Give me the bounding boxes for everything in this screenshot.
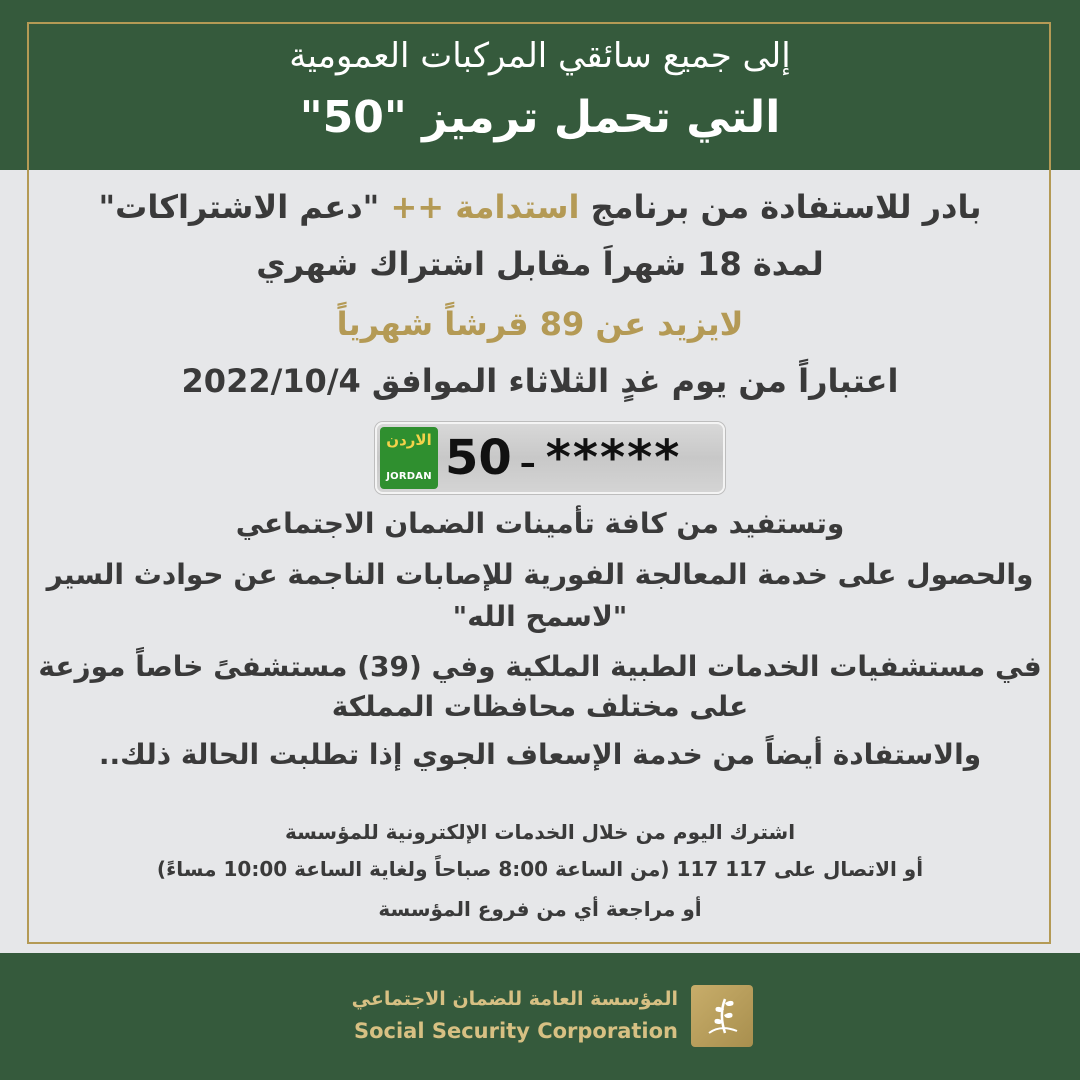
plate-number (445, 428, 715, 488)
start-date-line: اعتباراً من يوم غدٍ الثلاثاء الموافق 2022/10/4 (181, 362, 899, 400)
plate-country-badge (380, 427, 438, 489)
program-name: استدامة ++ (390, 188, 580, 226)
program-line (0, 188, 1080, 226)
org-name-ar: المؤسسة العامة للضمان الاجتماعي (351, 988, 678, 1010)
price-line: لايزيد عن 89 قرشاً شهرياً (336, 305, 744, 343)
plate-dash: – (519, 444, 536, 482)
footer-band (0, 953, 1080, 1080)
header-line-1: إلى جميع سائقي المركبات العمومية (289, 36, 791, 76)
contact-line-1: اشترك اليوم من خلال الخدمات الإلكترونية للمؤسسة (284, 820, 796, 844)
plate-code: 50 (445, 430, 512, 486)
program-suffix: "دعم الاشتراكات" (98, 188, 391, 226)
plate-masked-digits: ***** (545, 430, 682, 486)
benefit-line-4: في مستشفيات الخدمات الطبية الملكية وفي (39) مستشفىً خاصاً موزعة (38, 650, 1042, 683)
benefit-line-2: والحصول على خدمة المعالجة الفورية للإصابات الناجمة عن حوادث السير (46, 558, 1034, 591)
benefit-line-6: والاستفادة أيضاً من خدمة الإسعاف الجوي إذا تطلبت الحالة ذلك.. (98, 738, 982, 771)
logo-graphic (691, 985, 753, 1047)
benefit-line-5: على مختلف محافظات المملكة (331, 690, 749, 723)
contact-line-3: أو مراجعة أي من فروع المؤسسة (378, 897, 702, 921)
program-prefix: بادر للاستفادة من برنامج (579, 188, 982, 226)
license-plate (375, 422, 725, 494)
contact-line-2: أو الاتصال على 117 117 (من الساعة 8:00 صباحاً ولغاية الساعة 10:00 مساءً) (156, 857, 924, 881)
duration-line: لمدة 18 شهراَ مقابل اشتراك شهري (256, 245, 824, 283)
benefit-line-1: وتستفيد من كافة تأمينات الضمان الاجتماعي (235, 507, 845, 540)
plate-country-ar: الاردن (386, 431, 432, 449)
plate-country-en: JORDAN (386, 471, 432, 482)
benefit-line-3: "لاسمح الله" (452, 600, 628, 633)
header-line-2: التي تحمل ترميز "50" (299, 92, 781, 143)
org-name-en: Social Security Corporation (353, 1019, 678, 1043)
wheat-leaf-logo-icon (691, 985, 753, 1047)
